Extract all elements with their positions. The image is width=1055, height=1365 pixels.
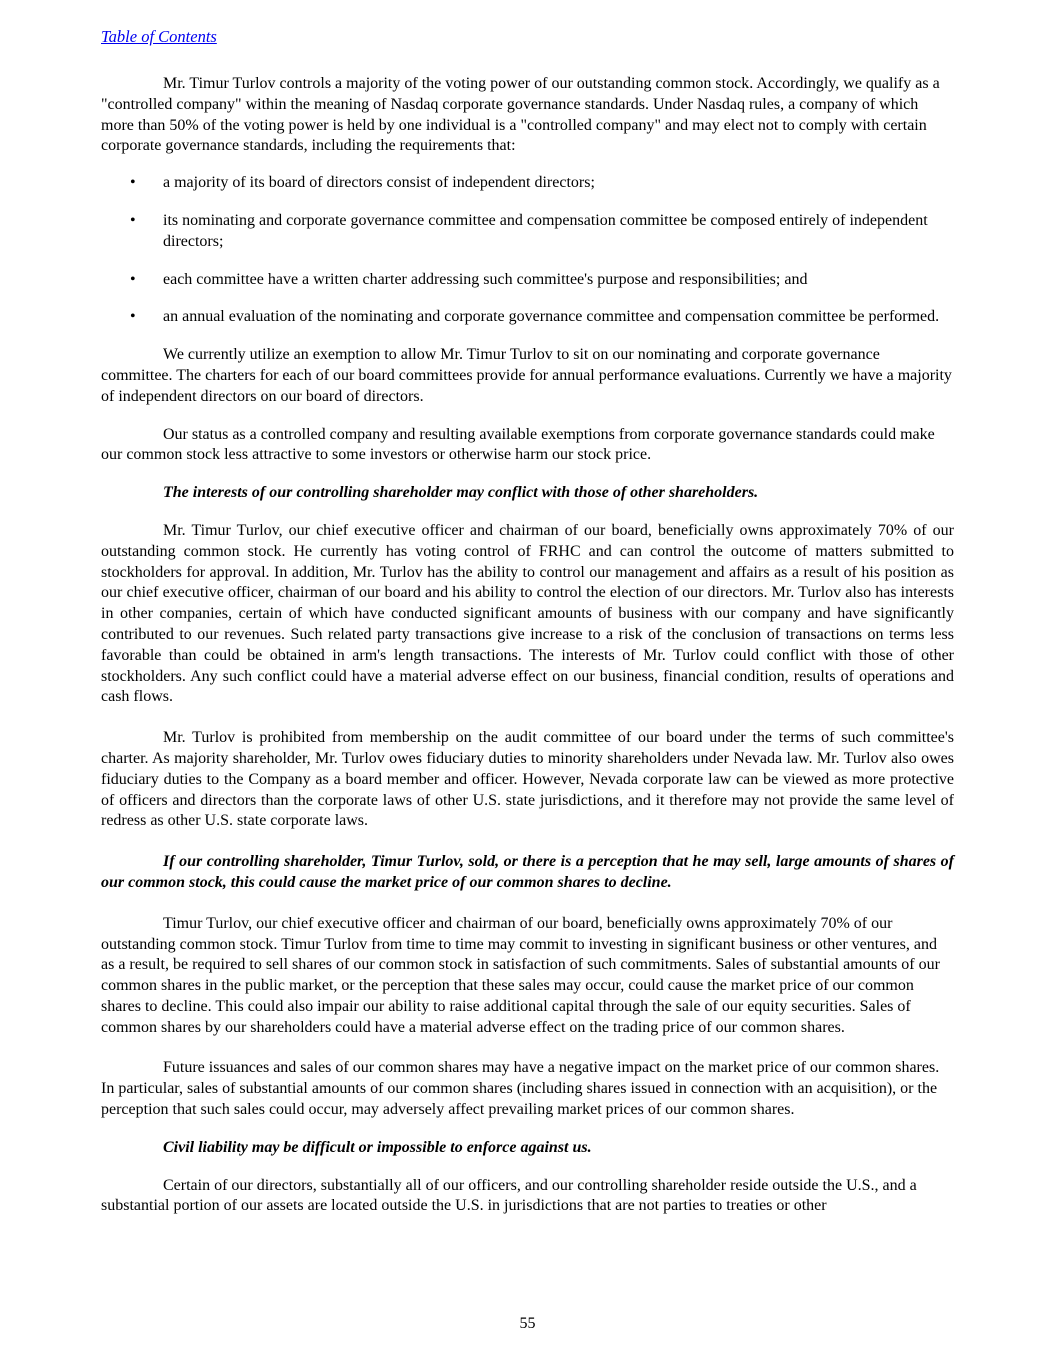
table-of-contents-link[interactable]: Table of Contents bbox=[101, 27, 217, 46]
exemption-paragraph: We currently utilize an exemption to allow Mr. Timur Turlov to sit on our nominating and corporate governance committee. The charters for each of our board committees provide for annual performance evaluations. Currently we have a majority of independent directors on our board of directors. bbox=[101, 346, 952, 405]
requirements-list bbox=[101, 173, 954, 328]
bullet-icon: • bbox=[130, 308, 136, 326]
list-item-text: its nominating and corporate governance committee and compensation committee be composed entirely of independent directors; bbox=[163, 211, 928, 250]
list-item bbox=[101, 211, 954, 253]
list-item bbox=[101, 307, 954, 328]
sell-paragraph: Timur Turlov, our chief executive officer and chairman of our board, beneficially owns approximately 70% of our outstanding common stock. Timur Turlov from time to time may commit to investing in significant business or other ventures, and as a result, be required to sell shares of our common stock in satisfaction of such commitments. Sales of substantial amounts of our common shares in the public market, or the perception that these sales may occur, could cause the market price of our common shares to decline. This could also impair our ability to raise additional capital through the sale of our equity securities. Sales of common shares by our shareholders could have a material adverse effect on the trading price of our common shares. bbox=[101, 914, 940, 1036]
status-paragraph: Our status as a controlled company and resulting available exemptions from corporate governance standards could make our common stock less attractive to some investors or otherwise harm our stock price. bbox=[101, 425, 935, 464]
intro-paragraph: Mr. Timur Turlov controls a majority of the voting power of our outstanding common stock. Accordingly, we qualify as a "controlled company" within the meaning of Nasdaq corporate governance standards. Under Nasdaq rules, a company of which more than 50% of the voting power is held by one individual is a "controlled company" and may elect not to comply with certain corporate governance standards, including the requirements that: bbox=[101, 75, 940, 155]
civil-paragraph: Certain of our directors, substantially all of our officers, and our controlling shareholder reside outside the U.S., and a substantial portion of our assets are located outside the U.S. in jurisdictions that are not parties to treaties or other bbox=[101, 1176, 917, 1215]
page-number: 55 bbox=[519, 1315, 536, 1332]
list-item-text: an annual evaluation of the nominating and corporate governance committee and compensation committee be performed. bbox=[163, 308, 940, 326]
section-heading-sell: If our controlling shareholder, Timur Turlov, sold, or there is a perception that he may sell, large amounts of shares of our common stock, this could cause the market price of our common shares to decline. bbox=[101, 853, 954, 891]
bullet-icon: • bbox=[130, 270, 136, 288]
list-item-text: a majority of its board of directors consist of independent directors; bbox=[163, 174, 595, 192]
bullet-icon: • bbox=[130, 174, 136, 192]
list-item bbox=[101, 173, 954, 194]
section-heading-conflict: The interests of our controlling shareholder may conflict with those of other shareholders. bbox=[163, 484, 759, 502]
list-item-text: each committee have a written charter addressing such committee's purpose and responsibilities; and bbox=[163, 270, 808, 288]
conflict-paragraph: Mr. Timur Turlov, our chief executive officer and chairman of our board, beneficially owns approximately 70% of our outstanding common stock. He currently has voting control of FRHC and can control the outcome of matters submitted to stockholders for approval. In addition, Mr. Turlov has the ability to control our management and affairs as a result of his position as our chief executive officer, chairman of our board and his ability to control the election of our directors. Mr. Turlov also has interests in other companies, certain of which have conducted significant amounts of business with our company and have significantly contributed to our revenues. Such related party transactions give increase to a risk of the conclusion of transactions on terms less favorable than could be obtained in arm's length transactions. The interests of Mr. Turlov could conflict with those of other stockholders. Any such conflict could have a material adverse effect on our business, financial condition, results of operations and cash flows. bbox=[101, 521, 954, 706]
audit-paragraph: Mr. Turlov is prohibited from membership on the audit committee of our board under the terms of such committee's charter. As majority shareholder, Mr. Turlov owes fiduciary duties to minority shareholders under Nevada law. Mr. Turlov also owes fiduciary duties to the Company as a board member and officer. However, Nevada corporate law can be viewed as more protective of officers and directors than the corporate laws of other U.S. state jurisdictions, and it therefore may not provide the same level of redress as other U.S. state corporate laws. bbox=[101, 729, 954, 830]
section-heading-civil: Civil liability may be difficult or impossible to enforce against us. bbox=[163, 1138, 592, 1156]
list-item bbox=[101, 270, 954, 291]
future-issuances-paragraph: Future issuances and sales of our common shares may have a negative impact on the market price of our common shares. In particular, sales of substantial amounts of our common shares (including shares issued in connection with an acquisition), or the perception that such sales could occur, may adversely affect prevailing market prices of our common shares. bbox=[101, 1059, 940, 1119]
bullet-icon: • bbox=[130, 211, 136, 229]
document-body bbox=[101, 74, 954, 1217]
